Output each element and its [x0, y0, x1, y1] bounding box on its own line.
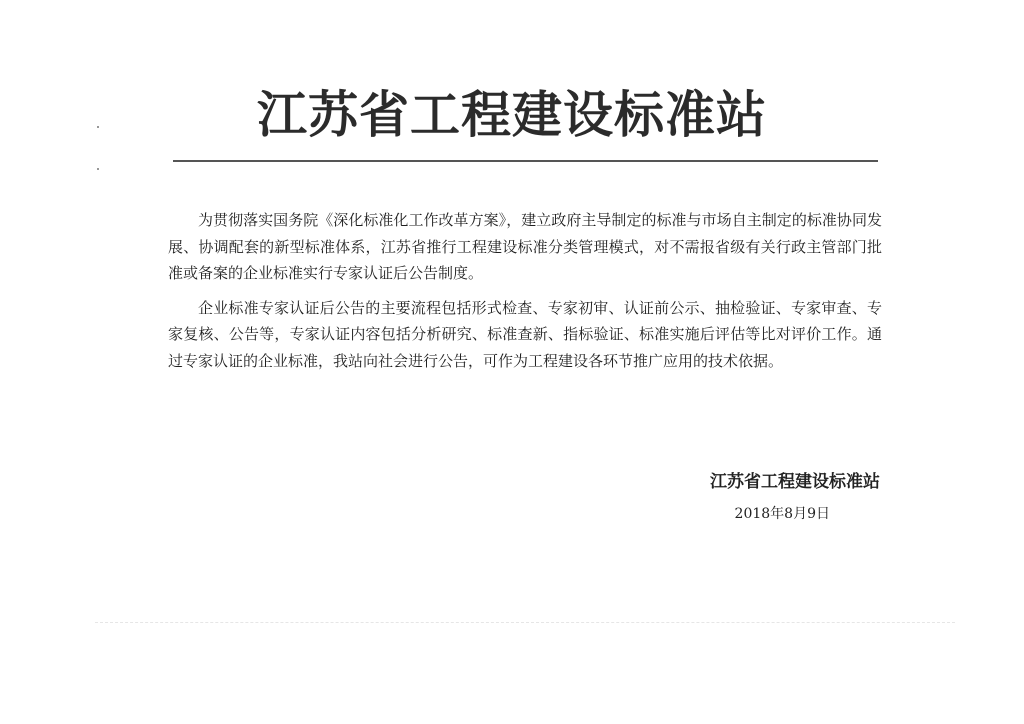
- signature-organization: 江苏省工程建设标准站: [710, 472, 880, 492]
- scan-dot: [97, 126, 99, 128]
- document-body: [168, 207, 882, 382]
- header-divider: [173, 160, 878, 162]
- body-paragraph-2: 企业标准专家认证后公告的主要流程包括形式检查、专家初审、认证前公示、抽检验证、专家审查、专家复核、公告等，专家认证内容包括分析研究、标准查新、指标验证、标准实施后评估等比对评价工作。通过专家认证的企业标准，我站向社会进行公告，可作为工程建设各环节推广应用的技术依据。: [168, 298, 882, 370]
- signature-date: 2018年8月9日: [734, 506, 830, 522]
- scan-dot: [97, 168, 99, 170]
- document-title: 江苏省工程建设标准站: [257, 85, 767, 144]
- body-paragraph-1: 为贯彻落实国务院《深化标准化工作改革方案》，建立政府主导制定的标准与市场自主制定的标准协同发展、协调配套的新型标准体系，江苏省推行工程建设标准分类管理模式，对不需报省级有关行政主管部门批准或备案的企业标准实行专家认证后公告制度。: [168, 211, 882, 282]
- scan-artifact-line: [95, 622, 955, 623]
